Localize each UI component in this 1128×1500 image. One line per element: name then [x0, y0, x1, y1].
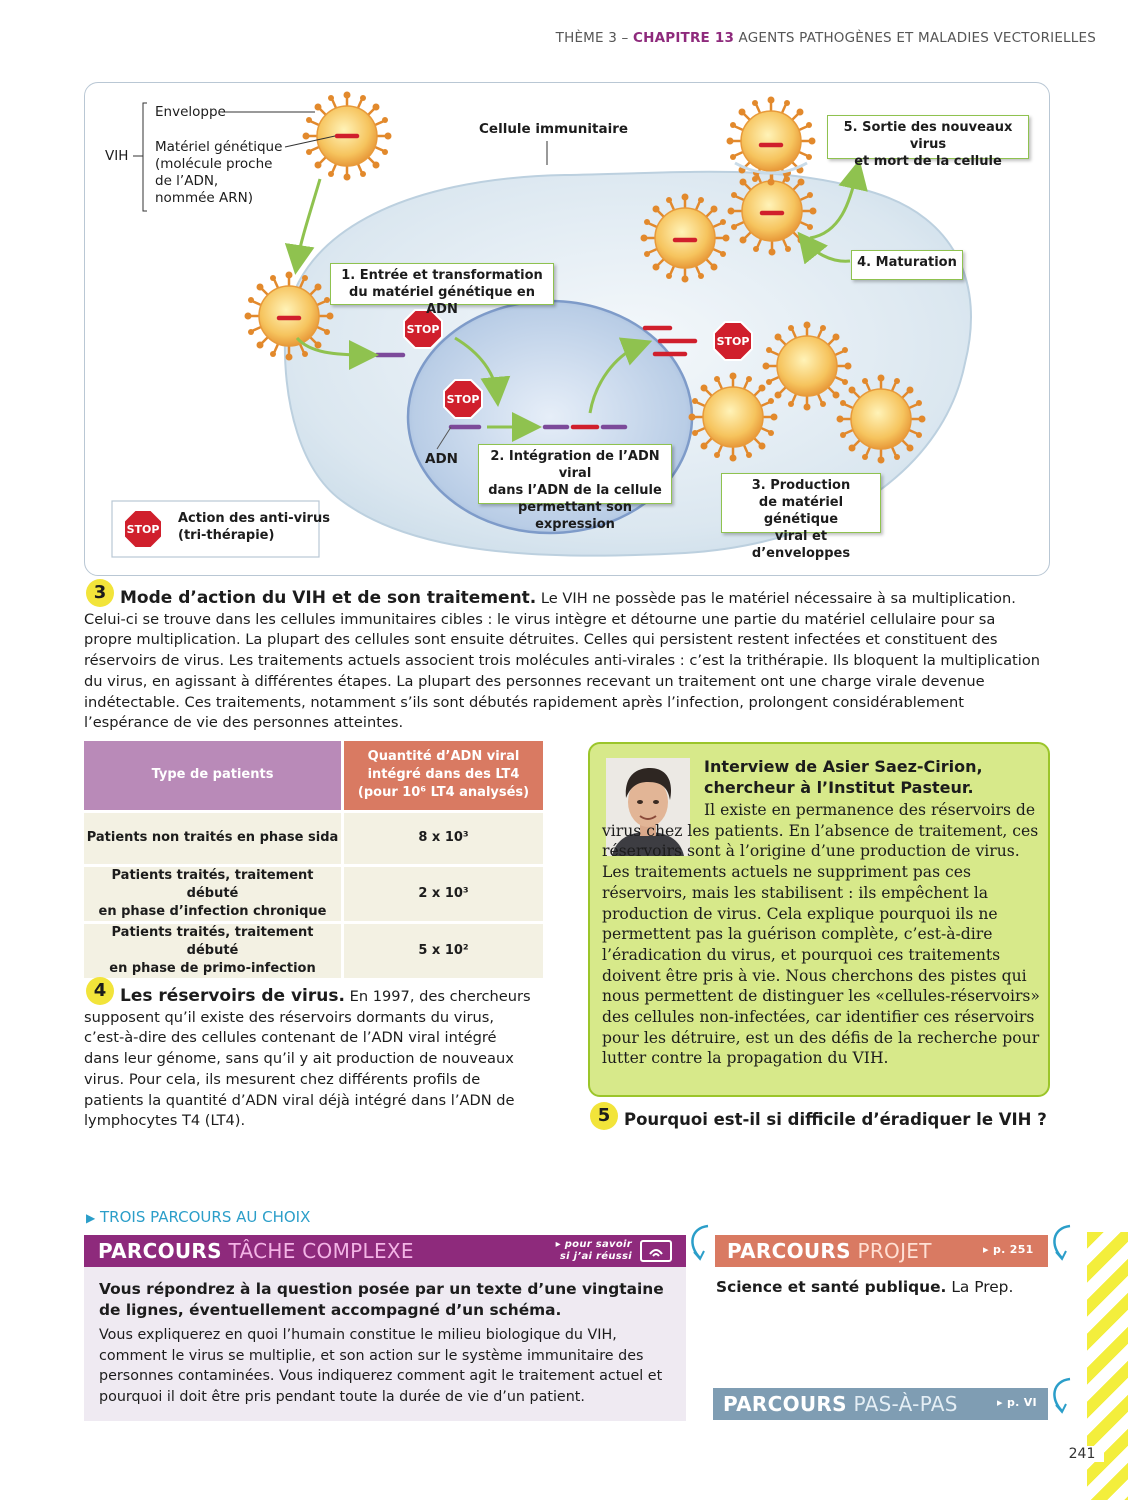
curl-arrow-icon [686, 1222, 712, 1262]
success-link[interactable]: ▸ pour savoir si j’ai réussi [555, 1239, 632, 1262]
table-cell-type: Patients traités, traitement débuté en phase de primo-infection [84, 922, 343, 978]
cell-label: Cellule immunitaire [479, 121, 629, 137]
stop-text-2: STOP [446, 393, 480, 406]
interview-box [588, 742, 1050, 1097]
doc-3-title: Mode d’action du VIH et de son traitement. [120, 588, 537, 608]
table-head-quantity: Quantité d’ADN viral intégré dans des LT4 (pour 10⁶ LT4 analysés) [343, 741, 544, 811]
virus-produced-1 [763, 322, 852, 411]
doc-3-text [84, 588, 1046, 734]
laptop-icon [640, 1240, 672, 1262]
curl-arrow-icon [1048, 1375, 1074, 1415]
triangle-icon: ▶ [86, 1211, 96, 1225]
virus-produced-3 [837, 375, 926, 464]
table-cell-value: 8 x 10³ [343, 811, 544, 865]
running-header [0, 30, 1096, 46]
table-cell-type: Patients traités, traitement débuté en phase d’infection chronique [84, 865, 343, 922]
doc-4-title: Les réservoirs de virus. [120, 986, 345, 1006]
parcours-pas-header[interactable]: PARCOURS PAS-À-PAS ▸ p. VI [713, 1388, 1048, 1420]
doc-3-body: Le VIH ne possède pas le matériel nécessaire à sa multiplication. Celui-ci se trouve dans les cellules immunitaires cibles : le virus intègre et détourne une partie du matériel cellulaire pour sa propre multiplication. La plupart des cellules sont ensuite détruites. Celles qui persistent restent infectées et constituent des réservoirs de virus. Les traitements actuels associent trois molécules anti-virales : c’est la trithérapie. Ils bloquent la multiplication du virus, en agissant à différentes étapes. La plupart des personnes recevant un traitement ont une charge virale devenue indétectable. Ces traitements, notamment s’ils sont débutés rapidement après l’infection, prolongent considérablement l’espérance de vie des personnes atteintes. [84, 590, 1041, 732]
projet-page-link[interactable]: ▸ p. 251 [983, 1243, 1034, 1256]
legend-text: Action des anti-virus (tri-thérapie) [178, 511, 330, 543]
question-5-number: 5 [590, 1102, 618, 1130]
step-1-box: 1. Entrée et transformation du matériel génétique en ADN [330, 263, 554, 305]
parcours-tache-text: Vous expliquerez en quoi l’humain constitue le milieu biologique du VIH, comment le virus se multiplie, et son action sur le système immunitaire des personnes contaminées. Vous indiquerez comment agit le traitement actuel et pourquoi il doit être pris pendant toute la durée de vie d’un patient. [99, 1327, 663, 1405]
pas-page-link[interactable]: ▸ p. VI [997, 1396, 1037, 1409]
hiv-diagram [84, 82, 1050, 576]
table-cell-value: 5 x 10² [343, 922, 544, 978]
step-2-box: 2. Intégration de l’ADN viral dans l’ADN de la cellule permettant son expression [478, 444, 672, 504]
legend-stop-text: STOP [126, 523, 160, 536]
question-5-text: Pourquoi est-il si difficile d’éradiquer le VIH ? [624, 1110, 1047, 1129]
virus-produced-2 [689, 373, 778, 462]
parcours-projet-text: Science et santé publique. La Prep. [716, 1278, 1014, 1296]
interview-text: Il existe en permanence des réservoirs de virus chez les patients. En l’absence de traitement, ces réservoirs sont à l’origine d’une production de virus. Les traitements actuels ne suppriment pas ces réservoirs, mais les stabilisent : ils empêchent la production de virus. Cela explique pourquoi ils ne permettent pas la guérison complète, c’est-à-dire l’éradication du virus, et pourquoi ces traitements doivent être pris à vie. Nous cherchons des pistes qui nous permettent de distinguer les «cellules-réservoirs» des cellules non-infectées, car identifier ces réservoirs pour les détruire, est un des défis de la recherche pour lutter contre la propagation du VIH. [602, 801, 1040, 1068]
parcours-projet-header[interactable]: PARCOURS PROJET ▸ p. 251 [715, 1235, 1048, 1267]
doc-4-number: 4 [86, 977, 114, 1005]
choice-label: ▶ TROIS PARCOURS AU CHOIX [86, 1208, 311, 1226]
step-4-box: 4. Maturation [851, 250, 963, 280]
curl-arrow-icon [1048, 1222, 1074, 1262]
vih-label: VIH [105, 148, 129, 164]
table-row [84, 811, 543, 865]
table-cell-value: 2 x 10³ [343, 865, 544, 922]
header-theme: THÈME 3 – [555, 30, 633, 46]
viral-dna-table [84, 741, 543, 978]
table-cell-type: Patients non traités en phase sida [84, 811, 343, 865]
page-number: 241 [1060, 1446, 1104, 1462]
step-5-box: 5. Sortie des nouveaux virus et mort de la cellule [827, 115, 1029, 159]
stop-text-3: STOP [716, 335, 750, 348]
step-3-box: 3. Production de matériel génétique viral et d’enveloppes [721, 473, 881, 533]
doc-4-text [84, 986, 536, 1132]
doc-3-number: 3 [86, 579, 114, 607]
table-row [84, 922, 543, 978]
stop-text-1: STOP [406, 323, 440, 336]
parcours-tache-bold: Vous répondrez à la question posée par un texte d’une vingtaine de lignes, éventuellement accompagné d’un schéma. [99, 1280, 664, 1319]
enveloppe-label: Enveloppe [155, 104, 226, 120]
header-chapter: CHAPITRE 13 [632, 30, 735, 46]
table-row [84, 865, 543, 922]
header-title: AGENTS PATHOGÈNES ET MALADIES VECTORIELLES [734, 30, 1096, 46]
parcours-tache-body [84, 1267, 686, 1421]
parcours-tache-header[interactable]: PARCOURS TÂCHE COMPLEXE ▸ pour savoir si j’ai réussi [84, 1235, 686, 1267]
materiel-label: Matériel génétique (molécule proche de l’ADN, nommée ARN) [155, 139, 283, 206]
interview-title: Interview de Asier Saez-Cirion, chercheur à l’Institut Pasteur. [704, 757, 983, 797]
table-head-type: Type de patients [84, 741, 343, 811]
adn-label: ADN [425, 451, 458, 467]
doc-4-body: En 1997, des chercheurs supposent qu’il existe des réservoirs dormants du virus, c’est-à-dire des cellules contenant de l’ADN viral intégré dans leur génome, sans qu’il y ait production de nouveaux virus. Pour cela, ils mesurent chez différents profils de patients la quantité d’ADN viral déjà intégré dans l’ADN de lymphocytes T4 (LT4). [84, 988, 531, 1130]
